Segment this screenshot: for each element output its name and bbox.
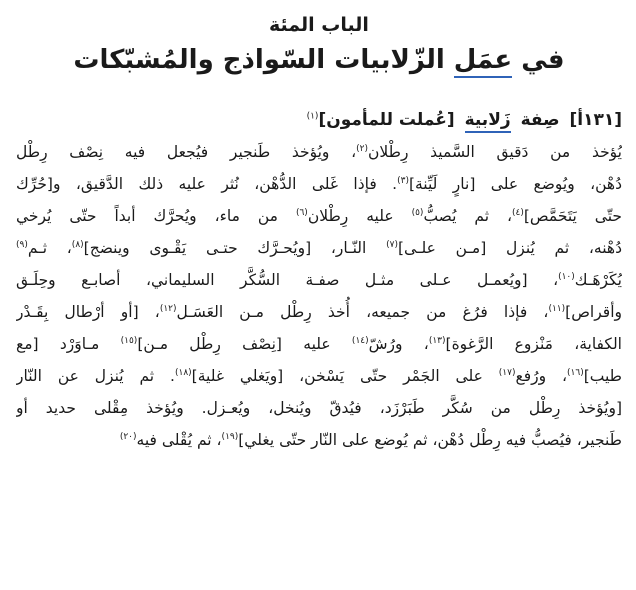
line-text: عليه رِطْلان <box>307 207 412 225</box>
recipe-body <box>16 136 622 456</box>
chapter-title: الباب المئة <box>269 14 369 36</box>
line-text: ، [ويُعمـل عـلى مثـل صفـة السُّكَّر السليماني، أصابـع وحِلَـق <box>16 271 559 289</box>
line-text: وأقراص] <box>565 303 622 321</box>
line-text: ، [أو أرْطال بِقَـدْر <box>16 303 160 321</box>
footnote-ref: (١٩) <box>221 431 239 442</box>
section-title-underlined: عمَل <box>454 45 512 78</box>
footnote-ref: (١١) <box>548 303 566 314</box>
section-title <box>16 38 622 86</box>
text-line-2 <box>16 168 622 200</box>
line-text: عليه [نِصْف رِطْل مـن] <box>137 335 352 353</box>
footnote-ref: (١٦) <box>567 367 584 378</box>
footnote-ref: (٦) <box>295 207 308 218</box>
line-text: [ويُؤخذ رِطْل من سُكَّر طَبَرْزَد، فيُدقّ ويُنخل، ويُعـزل. ويُؤخذ مِقْلى حديد أو <box>16 399 622 417</box>
line-text: . فإذا غَلى الدُّهْن، نُثر عليه ذلك الدَّقيق، و[حُرِّك <box>16 175 398 193</box>
line-text: مـاوَرْد [مع <box>16 335 121 353</box>
line-text: دُهْن، ويُوضع على [نارٍ لَيِّنة] <box>408 175 622 193</box>
line-text: حتّى يَتَحَمَّص] <box>523 207 622 225</box>
line-text: . ثم يُنزل عن النّار <box>16 367 175 385</box>
line-text: طَنجير، فيُصبُّ فيه رِطْل دُهْن، ثم يُوضع على النّار حتّى يغلي] <box>238 431 622 449</box>
line-text: ، ورُشّ <box>368 335 429 353</box>
line-text: ، ثـم <box>27 239 72 257</box>
footnote-ref: (١٥) <box>120 335 138 346</box>
recipe-heading <box>16 106 622 134</box>
line-text: دُهْنه، ثم يُنزل [مـن علـى] <box>397 239 622 257</box>
line-text: ، ورُفع <box>515 367 568 385</box>
text-line-6 <box>16 296 622 328</box>
footnote-ref: (٥) <box>411 207 424 218</box>
footnote-ref: (١٢) <box>159 303 177 314</box>
line-text: يُؤخذ من دَقيق السَّميذ رِطْلان <box>368 143 622 161</box>
footnote-ref: (١٣) <box>428 335 446 346</box>
text-line-9 <box>16 392 622 424</box>
section-title-prefix: في <box>512 45 565 75</box>
recipe-note: [عُملت للمأمون] <box>318 110 455 130</box>
footnote-ref: (٢٠) <box>119 431 137 442</box>
recipe-name-word1: صِفة <box>520 110 560 130</box>
footnote-ref: (١) <box>306 111 319 122</box>
footnote-ref: (١٠) <box>558 271 575 282</box>
text-line-1 <box>16 136 622 168</box>
footnote-ref: (٣) <box>397 175 409 186</box>
line-text: من ماء، ويُحرَّك أبداً حتّى يُرخي <box>16 207 296 225</box>
footnote-ref: (٩) <box>16 239 28 250</box>
line-text: طيب] <box>583 367 622 385</box>
line-text: على الجَمْر حتّى يَسْخن، [ويَغلي غلية] <box>191 367 499 385</box>
line-text: النّـار، [ويُحـرَّك حتـى يَقْـوى وينضج] <box>83 239 387 257</box>
text-line-4 <box>16 232 622 264</box>
line-text: ، ثم يُصبُّ <box>423 207 512 225</box>
footnote-ref: (٨) <box>71 239 84 250</box>
footnote-ref: (٧) <box>386 239 398 250</box>
line-text: الكفاية، مَنْزوع الرَّغوة] <box>445 335 622 353</box>
footnote-ref: (١٧) <box>498 367 516 378</box>
text-line-3 <box>16 200 622 232</box>
footnote-ref: (١٤) <box>351 335 369 346</box>
line-text: ، فإذا فرُغ من جميعه، أُخذ رِطْل مـن العَسَـل <box>176 303 549 321</box>
footnote-ref: (٢) <box>356 143 368 154</box>
line-text: ، ثم يُقْلى فيه <box>136 431 222 449</box>
recipe-name-word2: زَلابية <box>465 110 511 133</box>
recipe-number: [١٣١أ] <box>569 110 622 130</box>
text-line-5 <box>16 264 622 296</box>
footnote-ref: (٤) <box>511 207 524 218</box>
footnote-ref: (١٨) <box>174 367 192 378</box>
text-line-10 <box>16 424 622 456</box>
section-title-suffix: الزّلابيات السّواذج والمُشبّكات <box>73 45 454 75</box>
text-line-7 <box>16 328 622 360</box>
text-line-8 <box>16 360 622 392</box>
line-text: يُكَرْهَـك <box>574 271 622 289</box>
line-text: ، ويُؤخذ طَنجير فيُجعل فيه نِصْف رِطْل <box>16 143 357 161</box>
